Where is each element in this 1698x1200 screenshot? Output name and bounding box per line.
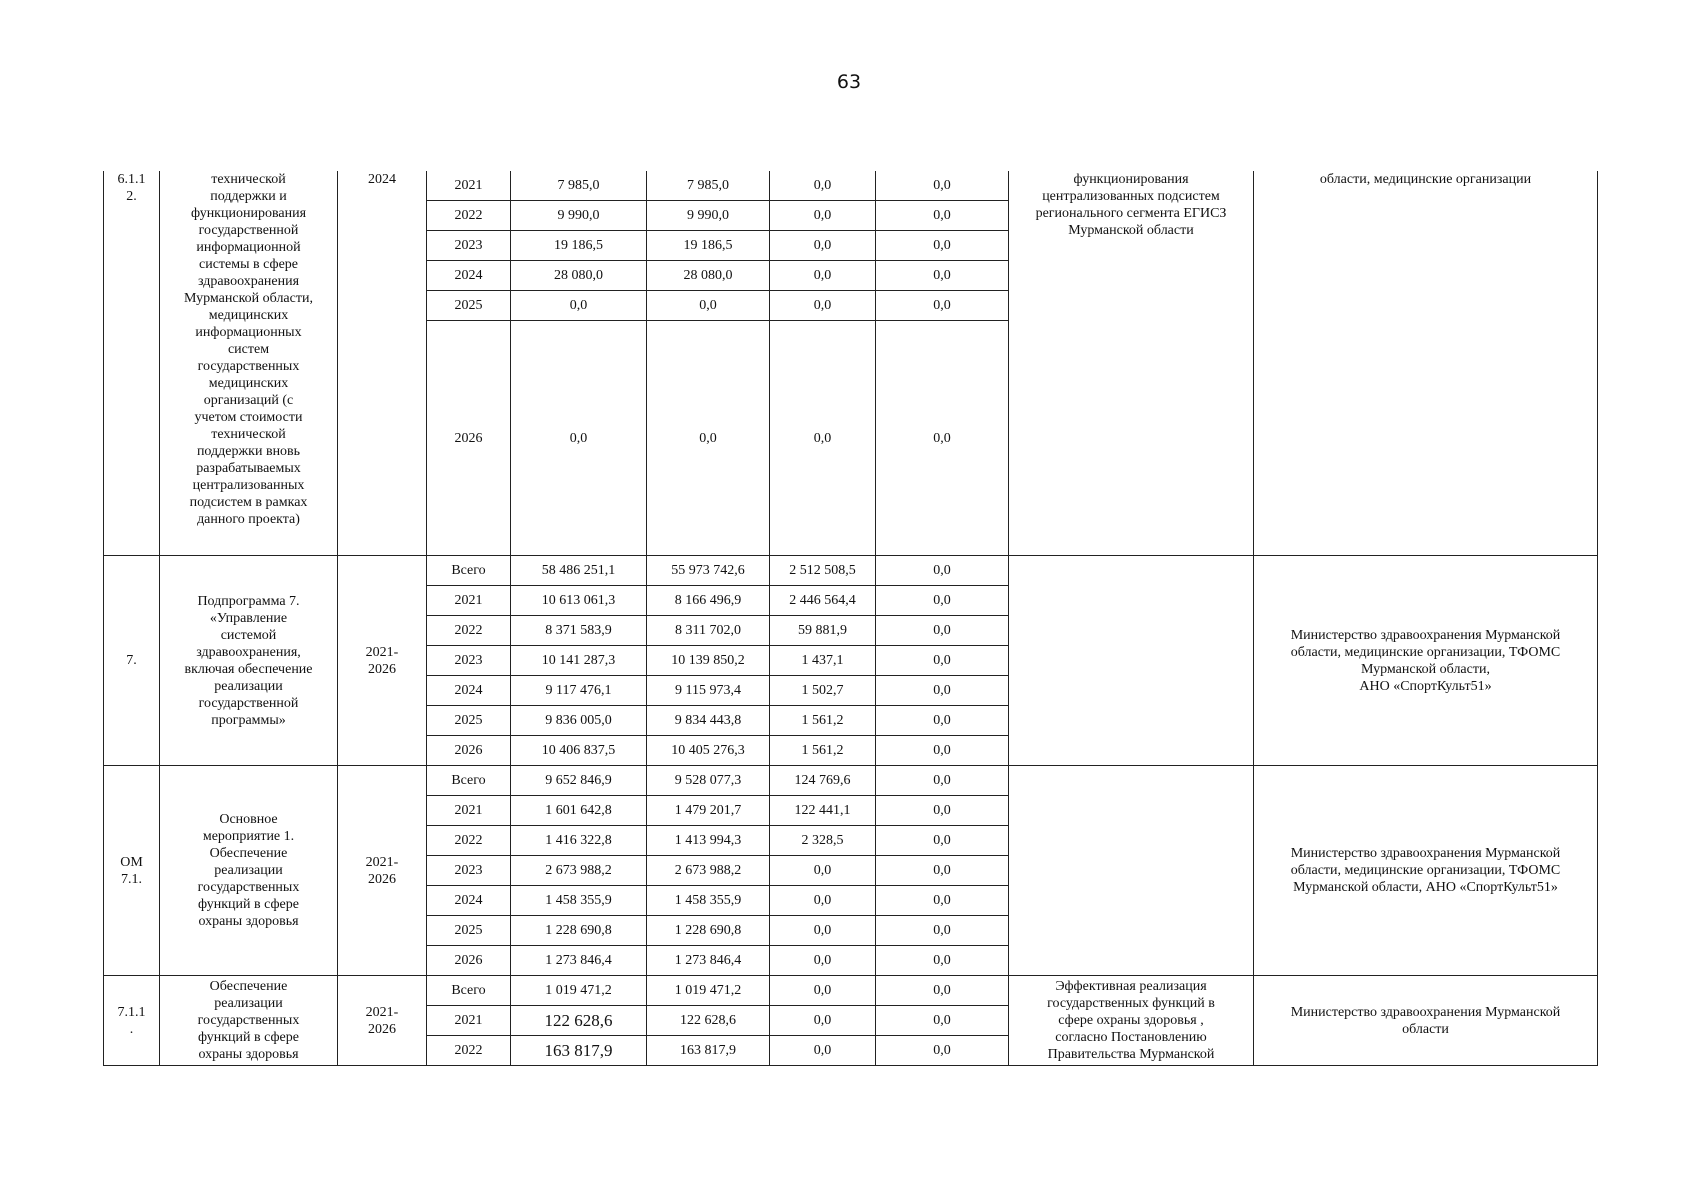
program-funding-table xyxy=(103,171,1598,1066)
federal-budget-cell: 0,0 xyxy=(770,261,876,291)
federal-budget-cell: 124 769,6 xyxy=(770,766,876,796)
year-cell: 2024 xyxy=(427,676,511,706)
other-sources-cell: 0,0 xyxy=(876,796,1009,826)
year-cell: 2022 xyxy=(427,616,511,646)
federal-budget-cell: 1 437,1 xyxy=(770,646,876,676)
total-cell: 1 458 355,9 xyxy=(511,886,647,916)
federal-budget-cell: 59 881,9 xyxy=(770,616,876,646)
regional-budget-cell: 55 973 742,6 xyxy=(647,556,770,586)
table-row xyxy=(104,976,1598,1006)
table-row xyxy=(104,171,1598,201)
expected-result xyxy=(1009,766,1254,976)
other-sources-cell: 0,0 xyxy=(876,886,1009,916)
total-cell: 2 673 988,2 xyxy=(511,856,647,886)
table-row xyxy=(104,766,1598,796)
total-cell: 28 080,0 xyxy=(511,261,647,291)
other-sources-cell: 0,0 xyxy=(876,171,1009,201)
year-cell: 2024 xyxy=(427,261,511,291)
total-cell: 9 117 476,1 xyxy=(511,676,647,706)
regional-budget-cell: 1 228 690,8 xyxy=(647,916,770,946)
item-name: технической поддержки и функционирования государственной информационной системы в сфере здравоохранения Мурманской области, медицинских информационных систем государственных медицинских организаций (с учетом стоимости технической поддержки вновь разрабатываемых централизованных подсистем в рамках данного проекта) xyxy=(160,171,338,556)
year-cell: 2023 xyxy=(427,231,511,261)
other-sources-cell: 0,0 xyxy=(876,231,1009,261)
year-cell: 2021 xyxy=(427,586,511,616)
year-cell: 2025 xyxy=(427,291,511,321)
regional-budget-cell: 163 817,9 xyxy=(647,1036,770,1066)
expected-result: Эффективная реализация государственных функций в сфере охраны здоровья , согласно Постановлению Правительства Мурманской xyxy=(1009,976,1254,1066)
expected-result xyxy=(1009,556,1254,766)
other-sources-cell: 0,0 xyxy=(876,946,1009,976)
total-cell: 9 990,0 xyxy=(511,201,647,231)
federal-budget-cell: 1 561,2 xyxy=(770,706,876,736)
year-cell: 2026 xyxy=(427,946,511,976)
other-sources-cell: 0,0 xyxy=(876,616,1009,646)
total-cell: 10 406 837,5 xyxy=(511,736,647,766)
federal-budget-cell: 0,0 xyxy=(770,976,876,1006)
federal-budget-cell: 2 328,5 xyxy=(770,826,876,856)
page-number: 63 xyxy=(836,71,862,93)
regional-budget-cell: 7 985,0 xyxy=(647,171,770,201)
year-cell: 2021 xyxy=(427,171,511,201)
federal-budget-cell: 122 441,1 xyxy=(770,796,876,826)
other-sources-cell: 0,0 xyxy=(876,826,1009,856)
regional-budget-cell: 1 273 846,4 xyxy=(647,946,770,976)
total-cell: 163 817,9 xyxy=(511,1036,647,1066)
federal-budget-cell: 1 502,7 xyxy=(770,676,876,706)
federal-budget-cell: 0,0 xyxy=(770,856,876,886)
total-cell: 9 652 846,9 xyxy=(511,766,647,796)
total-cell: 0,0 xyxy=(511,291,647,321)
regional-budget-cell: 122 628,6 xyxy=(647,1006,770,1036)
other-sources-cell: 0,0 xyxy=(876,1036,1009,1066)
year-cell: 2021 xyxy=(427,1006,511,1036)
federal-budget-cell: 1 561,2 xyxy=(770,736,876,766)
other-sources-cell: 0,0 xyxy=(876,1006,1009,1036)
total-cell: 8 371 583,9 xyxy=(511,616,647,646)
total-cell: 7 985,0 xyxy=(511,171,647,201)
responsible-executor: Министерство здравоохранения Мурманской области xyxy=(1254,976,1598,1066)
federal-budget-cell: 2 512 508,5 xyxy=(770,556,876,586)
year-cell: 2021 xyxy=(427,796,511,826)
total-cell: 19 186,5 xyxy=(511,231,647,261)
federal-budget-cell: 0,0 xyxy=(770,171,876,201)
other-sources-cell: 0,0 xyxy=(876,706,1009,736)
federal-budget-cell: 2 446 564,4 xyxy=(770,586,876,616)
regional-budget-cell: 2 673 988,2 xyxy=(647,856,770,886)
other-sources-cell: 0,0 xyxy=(876,201,1009,231)
total-cell: 1 601 642,8 xyxy=(511,796,647,826)
responsible-executor: Министерство здравоохранения Мурманской области, медицинские организации, ТФОМС Мурманской области, АНО «СпортКульт51» xyxy=(1254,556,1598,766)
item-number: 6.1.1 2. xyxy=(104,171,160,556)
year-cell: Всего xyxy=(427,556,511,586)
year-cell: 2023 xyxy=(427,856,511,886)
item-period: 2021- 2026 xyxy=(338,976,427,1066)
federal-budget-cell: 0,0 xyxy=(770,946,876,976)
year-cell: 2026 xyxy=(427,321,511,556)
regional-budget-cell: 10 139 850,2 xyxy=(647,646,770,676)
responsible-executor: Министерство здравоохранения Мурманской области, медицинские организации, ТФОМС Мурманской области, АНО «СпортКульт51» xyxy=(1254,766,1598,976)
year-cell: 2025 xyxy=(427,706,511,736)
federal-budget-cell: 0,0 xyxy=(770,321,876,556)
total-cell: 1 228 690,8 xyxy=(511,916,647,946)
total-cell: 122 628,6 xyxy=(511,1006,647,1036)
total-cell: 9 836 005,0 xyxy=(511,706,647,736)
item-name: Основное мероприятие 1. Обеспечение реализации государственных функций в сфере охраны здоровья xyxy=(160,766,338,976)
year-cell: 2024 xyxy=(427,886,511,916)
federal-budget-cell: 0,0 xyxy=(770,231,876,261)
federal-budget-cell: 0,0 xyxy=(770,1006,876,1036)
federal-budget-cell: 0,0 xyxy=(770,291,876,321)
federal-budget-cell: 0,0 xyxy=(770,201,876,231)
regional-budget-cell: 1 413 994,3 xyxy=(647,826,770,856)
regional-budget-cell: 9 115 973,4 xyxy=(647,676,770,706)
other-sources-cell: 0,0 xyxy=(876,916,1009,946)
regional-budget-cell: 10 405 276,3 xyxy=(647,736,770,766)
table-row xyxy=(104,556,1598,586)
item-number: ОМ 7.1. xyxy=(104,766,160,976)
regional-budget-cell: 9 990,0 xyxy=(647,201,770,231)
item-period: 2021- 2026 xyxy=(338,556,427,766)
year-cell: 2025 xyxy=(427,916,511,946)
other-sources-cell: 0,0 xyxy=(876,646,1009,676)
item-name: Обеспечение реализации государственных функций в сфере охраны здоровья xyxy=(160,976,338,1066)
expected-result: функционирования централизованных подсистем регионального сегмента ЕГИСЗ Мурманской области xyxy=(1009,171,1254,556)
regional-budget-cell: 1 479 201,7 xyxy=(647,796,770,826)
regional-budget-cell: 1 458 355,9 xyxy=(647,886,770,916)
regional-budget-cell: 19 186,5 xyxy=(647,231,770,261)
other-sources-cell: 0,0 xyxy=(876,261,1009,291)
other-sources-cell: 0,0 xyxy=(876,291,1009,321)
other-sources-cell: 0,0 xyxy=(876,321,1009,556)
regional-budget-cell: 8 311 702,0 xyxy=(647,616,770,646)
item-number: 7.1.1 . xyxy=(104,976,160,1066)
year-cell: Всего xyxy=(427,976,511,1006)
regional-budget-cell: 28 080,0 xyxy=(647,261,770,291)
total-cell: 1 273 846,4 xyxy=(511,946,647,976)
other-sources-cell: 0,0 xyxy=(876,556,1009,586)
regional-budget-cell: 9 528 077,3 xyxy=(647,766,770,796)
year-cell: Всего xyxy=(427,766,511,796)
year-cell: 2022 xyxy=(427,1036,511,1066)
total-cell: 10 141 287,3 xyxy=(511,646,647,676)
item-period: 2021- 2026 xyxy=(338,766,427,976)
federal-budget-cell: 0,0 xyxy=(770,1036,876,1066)
total-cell: 1 416 322,8 xyxy=(511,826,647,856)
other-sources-cell: 0,0 xyxy=(876,856,1009,886)
other-sources-cell: 0,0 xyxy=(876,766,1009,796)
regional-budget-cell: 0,0 xyxy=(647,291,770,321)
regional-budget-cell: 8 166 496,9 xyxy=(647,586,770,616)
year-cell: 2026 xyxy=(427,736,511,766)
total-cell: 10 613 061,3 xyxy=(511,586,647,616)
total-cell: 58 486 251,1 xyxy=(511,556,647,586)
federal-budget-cell: 0,0 xyxy=(770,886,876,916)
other-sources-cell: 0,0 xyxy=(876,976,1009,1006)
responsible-executor: области, медицинские организации xyxy=(1254,171,1598,556)
total-cell: 1 019 471,2 xyxy=(511,976,647,1006)
year-cell: 2022 xyxy=(427,201,511,231)
regional-budget-cell: 1 019 471,2 xyxy=(647,976,770,1006)
year-cell: 2022 xyxy=(427,826,511,856)
item-name: Подпрограмма 7. «Управление системой здравоохранения, включая обеспечение реализации государственной программы» xyxy=(160,556,338,766)
year-cell: 2023 xyxy=(427,646,511,676)
regional-budget-cell: 0,0 xyxy=(647,321,770,556)
other-sources-cell: 0,0 xyxy=(876,736,1009,766)
other-sources-cell: 0,0 xyxy=(876,676,1009,706)
item-period: 2024 xyxy=(338,171,427,556)
other-sources-cell: 0,0 xyxy=(876,586,1009,616)
federal-budget-cell: 0,0 xyxy=(770,916,876,946)
total-cell: 0,0 xyxy=(511,321,647,556)
item-number: 7. xyxy=(104,556,160,766)
regional-budget-cell: 9 834 443,8 xyxy=(647,706,770,736)
